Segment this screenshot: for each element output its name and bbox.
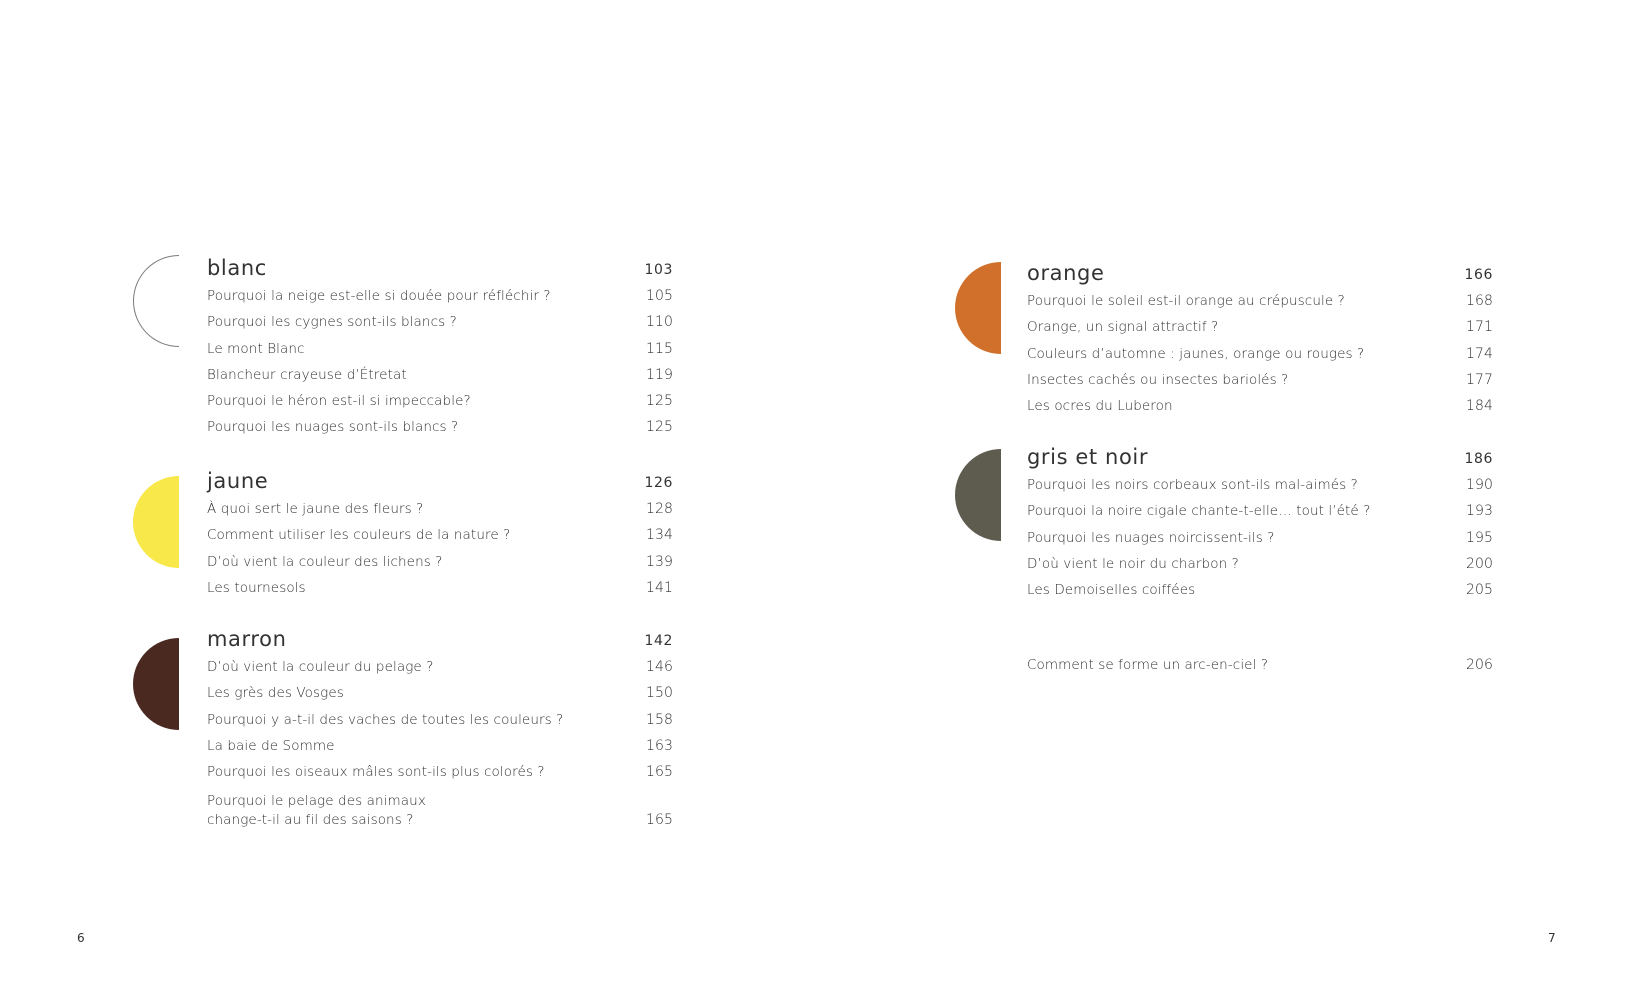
entry-title: D’où vient la couleur du pelage ?	[207, 659, 434, 675]
entry-title: Pourquoi la neige est-elle si douée pour réfléchir ?	[207, 288, 551, 304]
page-number: 134	[645, 527, 673, 544]
toc-entry[interactable]	[207, 496, 673, 522]
toc-entry[interactable]	[1027, 472, 1493, 498]
entry-title: Les grès des Vosges	[207, 685, 344, 702]
toc-entry[interactable]	[207, 362, 673, 388]
section-heading[interactable]	[207, 624, 673, 654]
toc-entry[interactable]	[207, 549, 673, 575]
page-number: 146	[645, 659, 673, 675]
section-heading[interactable]	[207, 253, 673, 283]
toc-entry[interactable]	[207, 309, 673, 335]
page-number: 186	[1464, 451, 1493, 467]
toc-entry[interactable]	[1027, 525, 1493, 551]
toc-entry[interactable]	[207, 283, 673, 309]
page-number: 115	[645, 340, 673, 357]
section-orange	[1027, 258, 1493, 419]
toc-entry[interactable]	[207, 707, 673, 733]
toc-entry[interactable]	[207, 759, 673, 785]
page-number: 126	[644, 475, 673, 491]
page-number: 184	[1465, 398, 1493, 415]
entry-title: Comment utiliser les couleurs de la nature ?	[207, 527, 511, 544]
entry-title: Le mont Blanc	[207, 340, 305, 357]
page-number: 200	[1465, 555, 1493, 572]
toc-entry[interactable]	[1027, 393, 1493, 419]
section-heading[interactable]	[1027, 442, 1493, 472]
toc-entry[interactable]	[207, 654, 673, 680]
toc-entry[interactable]	[207, 575, 673, 601]
page-number: 142	[644, 633, 673, 649]
entry-title: À quoi sert le jaune des fleurs ?	[207, 501, 424, 517]
page-number: 125	[645, 393, 673, 410]
entry-title: Les ocres du Luberon	[1027, 398, 1173, 415]
gris-noir-half-circle	[955, 449, 1001, 541]
page-number: 105	[645, 288, 673, 304]
blanc-half-circle	[133, 255, 179, 347]
toc-entry[interactable]	[207, 388, 673, 414]
jaune-half-circle	[133, 476, 179, 568]
page-number: 206	[1465, 657, 1493, 673]
page-number: 171	[1465, 319, 1493, 336]
page-number: 125	[645, 419, 673, 436]
section-jaune	[207, 466, 673, 601]
entry-title: Les Demoiselles coiffées	[1027, 582, 1196, 599]
page-number: 174	[1465, 345, 1493, 362]
section-title: blanc	[207, 256, 267, 280]
entry-title: Pourquoi les cygnes sont-ils blancs ?	[207, 314, 457, 331]
section-title: orange	[1027, 261, 1105, 285]
entry-title: Pourquoi le soleil est-il orange au crépuscule ?	[1027, 293, 1345, 309]
page-number: 103	[644, 262, 673, 278]
section-title: gris et noir	[1027, 445, 1149, 469]
toc-entry[interactable]	[1027, 498, 1493, 524]
entry-title: Pourquoi y a-t-il des vaches de toutes les couleurs ?	[207, 711, 564, 728]
section-gris-et-noir	[1027, 442, 1493, 603]
section-title: jaune	[207, 469, 269, 493]
toc-entry[interactable]	[207, 785, 673, 829]
entry-title: La baie de Somme	[207, 737, 335, 754]
entry-title: Les tournesols	[207, 579, 306, 596]
page-number: 205	[1465, 582, 1493, 599]
entry-title: Pourquoi les nuages sont-ils blancs ?	[207, 419, 459, 436]
toc-entry[interactable]	[1027, 652, 1493, 678]
orange-half-circle	[955, 262, 1001, 354]
toc-entry[interactable]	[207, 414, 673, 440]
page-number: 195	[1465, 529, 1493, 546]
toc-entry[interactable]	[1027, 341, 1493, 367]
entry-title: Pourquoi la noire cigale chante-t-elle… tout l’été ?	[1027, 503, 1371, 520]
section-title: marron	[207, 627, 287, 651]
page-number: 165	[645, 811, 673, 828]
marron-half-circle	[133, 638, 179, 730]
toc-entry[interactable]	[1027, 551, 1493, 577]
section-heading[interactable]	[207, 466, 673, 496]
entry-title: Orange, un signal attractif ?	[1027, 319, 1219, 336]
toc-entry[interactable]	[1027, 288, 1493, 314]
toc-entry[interactable]	[207, 733, 673, 759]
page-number: 177	[1465, 371, 1493, 388]
page-number: 163	[645, 737, 673, 754]
entry-title: Pourquoi les oiseaux mâles sont-ils plus colorés ?	[207, 764, 545, 781]
section-blanc	[207, 253, 673, 441]
entry-title: Comment se forme un arc-en-ciel ?	[1027, 657, 1269, 673]
section-heading[interactable]	[1027, 258, 1493, 288]
page-number: 150	[645, 685, 673, 702]
entry-title: Pourquoi le héron est-il si impeccable?	[207, 393, 471, 410]
page-number: 158	[645, 711, 673, 728]
entry-title: D’où vient la couleur des lichens ?	[207, 553, 443, 570]
page-number: 110	[645, 314, 673, 331]
toc-entry[interactable]	[207, 522, 673, 548]
entry-title: Pourquoi le pelage des animaux change-t-il au fil des saisons ?	[207, 793, 426, 828]
toc-entry[interactable]	[1027, 577, 1493, 603]
page-folio-left: 6	[77, 931, 85, 945]
entry-title: Insectes cachés ou insectes bariolés ?	[1027, 371, 1289, 388]
section-marron	[207, 624, 673, 829]
entry-title: Blancheur crayeuse d’Étretat	[207, 366, 407, 383]
page-number: 165	[645, 764, 673, 781]
entry-title: Couleurs d’automne : jaunes, orange ou rouges ?	[1027, 345, 1365, 362]
page-number: 119	[645, 366, 673, 383]
entry-title: D’où vient le noir du charbon ?	[1027, 555, 1239, 572]
page-number: 168	[1465, 293, 1493, 309]
entry-title: Pourquoi les nuages noircissent-ils ?	[1027, 529, 1275, 546]
page-number: 190	[1465, 477, 1493, 493]
page-number: 193	[1465, 503, 1493, 520]
toc-entry[interactable]	[1027, 367, 1493, 393]
toc-entry[interactable]	[207, 336, 673, 362]
toc-entry[interactable]	[1027, 314, 1493, 340]
page-number: 166	[1464, 267, 1493, 283]
page-folio-right: 7	[1548, 931, 1556, 945]
page-number: 139	[645, 553, 673, 570]
toc-entry[interactable]	[207, 680, 673, 706]
section-arc-en-ciel	[1027, 652, 1493, 678]
page-number: 128	[645, 501, 673, 517]
page-number: 141	[645, 579, 673, 596]
entry-title: Pourquoi les noirs corbeaux sont-ils mal-aimés ?	[1027, 477, 1358, 493]
